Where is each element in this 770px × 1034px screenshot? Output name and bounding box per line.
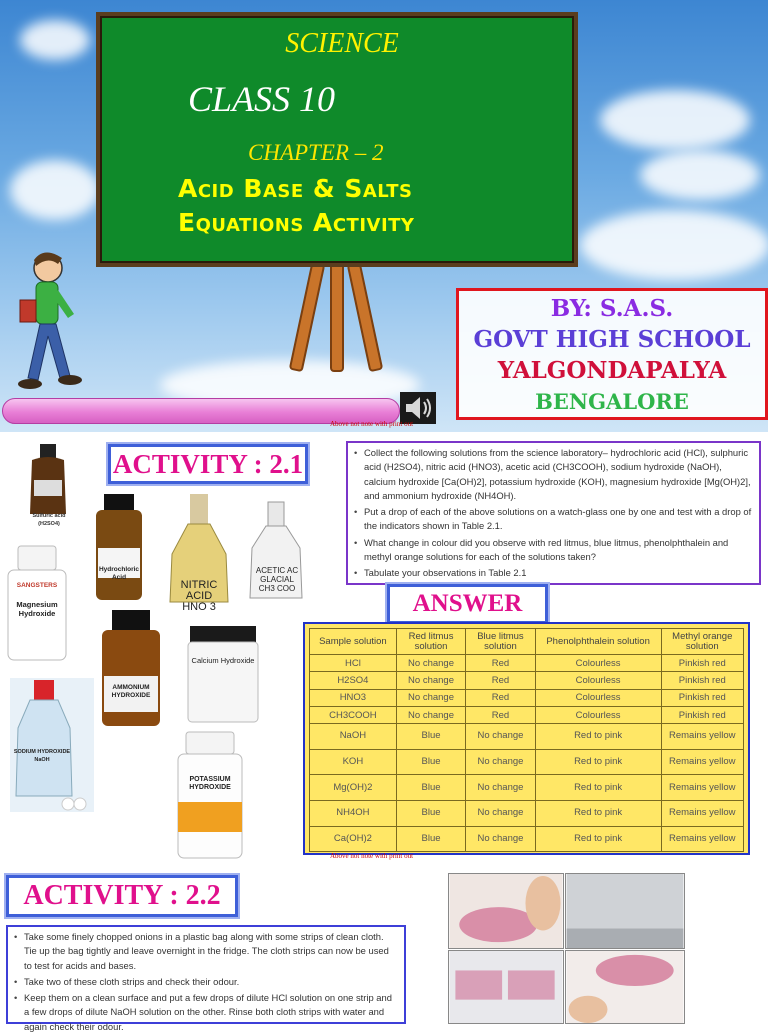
table-cell: Colourless bbox=[535, 655, 661, 672]
cloud bbox=[10, 160, 100, 220]
table-cell: Remains yellow bbox=[661, 826, 743, 852]
hydrochloric-label: Hydrochloric Acid bbox=[98, 566, 140, 581]
table-cell: Remains yellow bbox=[661, 749, 743, 775]
calcium-label: Calcium Hydroxide bbox=[191, 656, 255, 665]
table-cell: Blue bbox=[396, 724, 465, 750]
table-row bbox=[310, 800, 744, 826]
topic-title-line1: Acid Base & Salts bbox=[178, 174, 413, 203]
table-cell: Red to pink bbox=[535, 724, 661, 750]
table-cell: No change bbox=[396, 689, 465, 706]
table-row bbox=[310, 655, 744, 672]
fridge-photo bbox=[565, 873, 685, 949]
table-cell: Blue bbox=[396, 775, 465, 801]
table-cell: Mg(OH)2 bbox=[310, 775, 397, 801]
list-item: • Take two of these cloth strips and check their odour. bbox=[14, 975, 398, 989]
column-header: Sample solution bbox=[310, 629, 397, 655]
acetic-label-line2: GLACIAL bbox=[260, 575, 294, 584]
column-header: Methyl orange solution bbox=[661, 629, 743, 655]
activity-2-2-instructions bbox=[6, 925, 406, 1032]
table-cell: Red bbox=[466, 672, 535, 689]
onion-bag-photo bbox=[448, 873, 564, 949]
ammonium-label: AMMONIUM HYDROXIDE bbox=[111, 684, 151, 699]
acetic-label-line3: CH3 COO bbox=[258, 584, 296, 593]
print-note: Above not note with print out bbox=[330, 852, 414, 860]
table-cell: Red bbox=[466, 706, 535, 723]
nitric-label-line3: HNO 3 bbox=[182, 601, 216, 613]
subject-title: SCIENCE bbox=[285, 28, 399, 59]
table-cell: NH4OH bbox=[310, 800, 397, 826]
topic-title-line2: Equations Activity bbox=[178, 208, 415, 237]
table-cell: Red to pink bbox=[535, 749, 661, 775]
table-row bbox=[310, 775, 744, 801]
hydrochloric-acid-bottle-image bbox=[92, 494, 146, 602]
activity-2-2-label: ACTIVITY : 2.2 bbox=[6, 875, 238, 917]
table-cell: No change bbox=[396, 655, 465, 672]
table-cell: Blue bbox=[396, 749, 465, 775]
easel-leg bbox=[289, 262, 326, 373]
sulfuric-acid-bottle-image bbox=[24, 444, 72, 516]
table-row bbox=[310, 749, 744, 775]
table-cell: HCl bbox=[310, 655, 397, 672]
table-cell: No change bbox=[396, 672, 465, 689]
table-cell: No change bbox=[466, 826, 535, 852]
sodium-hydroxide-bottle-image bbox=[10, 678, 94, 812]
ammonium-hydroxide-bottle-image bbox=[98, 610, 164, 728]
nitric-label-line1: NITRIC bbox=[180, 579, 218, 591]
list-item: • What change in colour did you observe with red litmus, blue litmus, phenolphthalein and methyl orange solutions for each of the solutions taken? bbox=[354, 536, 753, 565]
table-cell: Red to pink bbox=[535, 775, 661, 801]
observation-table bbox=[303, 622, 750, 855]
nitric-label bbox=[168, 580, 230, 613]
table-cell: No change bbox=[466, 749, 535, 775]
easel-leg bbox=[347, 262, 384, 373]
magnesium-label: Magnesium Hydroxide bbox=[16, 600, 58, 618]
table-cell: Red to pink bbox=[535, 800, 661, 826]
easel-leg bbox=[330, 262, 344, 372]
table-header-row bbox=[310, 629, 744, 655]
acetic-label bbox=[252, 566, 302, 593]
table-cell: Ca(OH)2 bbox=[310, 826, 397, 852]
list-item: • Collect the following solutions from the science laboratory– hydrochloric acid (HCl), sulphuric acid (H2SO4), nitric acid (HNO3), acetic acid (CH3COOH), sodium hydroxide (NaOH), calcium hydroxide [Ca(OH)2], potassium hydroxide (KOH), magnesium hydroxide [Mg(OH)2], and ammonium hydroxide (NH4OH). bbox=[354, 446, 753, 503]
cloud bbox=[600, 90, 750, 150]
acetic-label-line1: ACETIC AC bbox=[255, 566, 299, 575]
table-cell: No change bbox=[466, 724, 535, 750]
cloud bbox=[580, 210, 770, 280]
table-cell: No change bbox=[466, 775, 535, 801]
title-slide bbox=[0, 0, 768, 432]
table-row bbox=[310, 724, 744, 750]
table-row bbox=[310, 672, 744, 689]
column-header: Phenolphthalein solution bbox=[535, 629, 661, 655]
table-cell: No change bbox=[466, 800, 535, 826]
potassium-hydroxide-bottle-image bbox=[176, 732, 244, 860]
list-item: • Tabulate your observations in Table 2.1 bbox=[354, 566, 753, 580]
table-cell: CH3COOH bbox=[310, 706, 397, 723]
walking-man-illustration bbox=[14, 248, 94, 400]
table-cell: Pinkish red bbox=[661, 706, 743, 723]
table-cell: Remains yellow bbox=[661, 800, 743, 826]
calcium-hydroxide-jar-image bbox=[186, 626, 260, 724]
onion-bags-photo bbox=[448, 950, 564, 1024]
sodium-label: SODIUM HYDROXIDE NaOH bbox=[13, 749, 71, 763]
answer-label: ANSWER bbox=[387, 584, 548, 624]
cloud bbox=[20, 20, 90, 60]
table-cell: Remains yellow bbox=[661, 775, 743, 801]
cloud bbox=[640, 150, 760, 200]
table-cell: Red bbox=[466, 689, 535, 706]
magnesium-brand-label: SANGSTERS bbox=[16, 582, 58, 589]
school-place: YALGONDAPALYA bbox=[497, 357, 727, 384]
table-cell: Blue bbox=[396, 826, 465, 852]
table-cell: Colourless bbox=[535, 706, 661, 723]
print-note: Above not note with print out bbox=[330, 420, 414, 428]
list-item: • Take some finely chopped onions in a plastic bag along with some strips of clean cloth. Tie up the bag tightly and leave overnight in the fridge. The cloth strips can now be used to test for acids and bases. bbox=[14, 930, 398, 973]
sulfuric-label: Sulfuric acid (H2SO4) bbox=[32, 513, 66, 527]
table-cell: HNO3 bbox=[310, 689, 397, 706]
table-cell: Colourless bbox=[535, 689, 661, 706]
table-row bbox=[310, 706, 744, 723]
author-name: BY: S.A.S. bbox=[550, 295, 674, 322]
column-header: Red litmus solution bbox=[396, 629, 465, 655]
table-row bbox=[310, 689, 744, 706]
table-cell: KOH bbox=[310, 749, 397, 775]
author-box bbox=[456, 288, 768, 420]
chalkboard bbox=[96, 12, 578, 267]
column-header: Blue litmus solution bbox=[466, 629, 535, 655]
table-cell: Blue bbox=[396, 800, 465, 826]
table-cell: H2SO4 bbox=[310, 672, 397, 689]
table-cell: Pinkish red bbox=[661, 655, 743, 672]
table-cell: Red to pink bbox=[535, 826, 661, 852]
list-item: • Put a drop of each of the above solutions on a watch-glass one by one and test with a drop of the indicators shown in Table 2.1. bbox=[354, 505, 753, 534]
table-cell: Colourless bbox=[535, 672, 661, 689]
table-cell: Red bbox=[466, 655, 535, 672]
class-title: CLASS 10 bbox=[188, 79, 336, 119]
table-cell: Pinkish red bbox=[661, 689, 743, 706]
activity-2-1-label: ACTIVITY : 2.1 bbox=[108, 444, 308, 484]
table-cell: NaOH bbox=[310, 724, 397, 750]
onion-bag-hand-photo bbox=[565, 950, 685, 1024]
activity-2-1-instructions bbox=[346, 441, 761, 585]
list-item: • Keep them on a clean surface and put a few drops of dilute HCl solution on one strip and a few drops of dilute NaOH solution on the other. Rinse both cloth strips with water and again check their odour. bbox=[14, 991, 398, 1034]
school-city: BENGALORE bbox=[535, 389, 689, 414]
potassium-label: POTASSIUM HYDROXIDE bbox=[189, 776, 231, 791]
nitric-label-line2: ACID bbox=[185, 590, 213, 602]
table-cell: Remains yellow bbox=[661, 724, 743, 750]
chapter-title: CHAPTER – 2 bbox=[248, 140, 384, 165]
table-cell: Pinkish red bbox=[661, 672, 743, 689]
table-cell: No change bbox=[396, 706, 465, 723]
school-name: GOVT HIGH SCHOOL bbox=[473, 326, 751, 353]
table-row bbox=[310, 826, 744, 852]
